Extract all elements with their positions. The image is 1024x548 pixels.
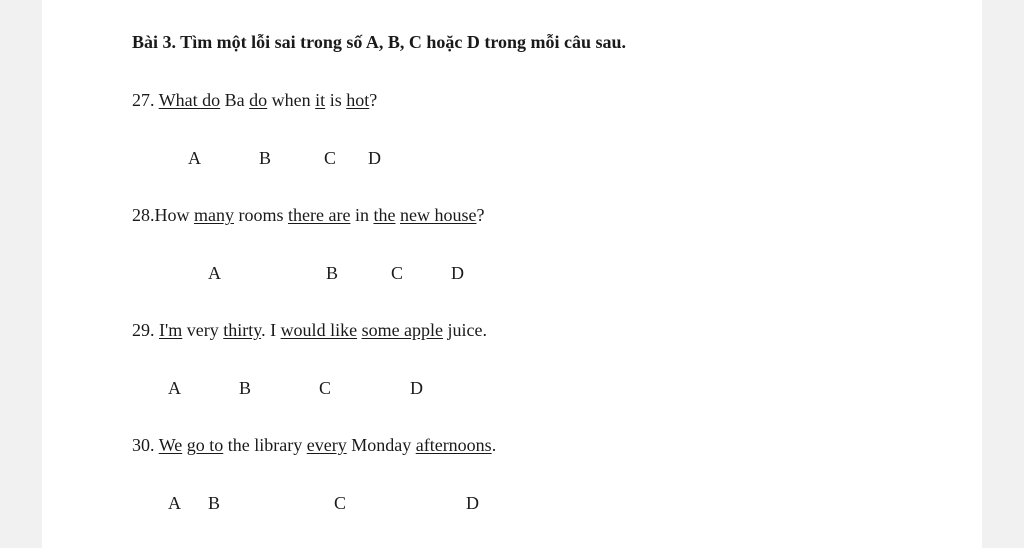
option-letter: B xyxy=(239,378,252,398)
sentence-text: when xyxy=(267,90,316,110)
sentence-text: 28.How xyxy=(132,205,194,225)
sentence-text: rooms xyxy=(234,205,288,225)
sentence-text: very xyxy=(182,320,224,340)
underlined-segment: What do xyxy=(158,90,221,110)
sentence-text: Monday xyxy=(346,435,416,455)
underlined-segment: every xyxy=(306,435,347,455)
question-30 xyxy=(132,435,496,456)
underlined-segment: some apple xyxy=(361,320,444,340)
option-letter: A xyxy=(168,378,181,398)
sentence-text: Ba xyxy=(220,90,250,110)
sentence-text: ? xyxy=(476,205,485,225)
sentence-text: 29. xyxy=(132,320,159,340)
option-letter: A xyxy=(168,493,181,513)
underlined-segment: new house xyxy=(399,205,477,225)
option-letter: D xyxy=(466,493,479,513)
underlined-segment: do xyxy=(249,90,268,110)
option-letter: B xyxy=(259,148,272,168)
question-27 xyxy=(132,90,377,111)
sentence-text: the library xyxy=(223,435,307,455)
underlined-segment: afternoons xyxy=(415,435,492,455)
option-letter: B xyxy=(208,493,221,513)
underlined-segment: many xyxy=(194,205,234,225)
sentence-text: 27. xyxy=(132,90,159,110)
sentence-text: . I xyxy=(261,320,281,340)
exercise-heading: Bài 3. Tìm một lỗi sai trong số A, B, C hoặc D trong mỗi câu sau. xyxy=(132,32,627,52)
option-letter: C xyxy=(391,263,404,283)
underlined-segment: I'm xyxy=(159,320,183,340)
underlined-segment: would like xyxy=(280,320,358,340)
option-letter: D xyxy=(368,148,381,168)
underlined-segment: thirty xyxy=(223,320,262,340)
question-29 xyxy=(132,320,487,341)
sentence-text: is xyxy=(325,90,347,110)
document-page xyxy=(42,0,982,548)
sentence-text: . xyxy=(491,435,497,455)
option-letter: D xyxy=(451,263,464,283)
option-letter: C xyxy=(334,493,347,513)
underlined-segment: hot xyxy=(346,90,370,110)
underlined-segment: it xyxy=(315,90,326,110)
underlined-segment: there are xyxy=(288,205,351,225)
option-letter: B xyxy=(326,263,339,283)
sentence-text: 30. xyxy=(132,435,159,455)
underlined-segment: We xyxy=(158,435,183,455)
sentence-text: in xyxy=(350,205,374,225)
underlined-segment: the xyxy=(373,205,396,225)
option-letter: D xyxy=(410,378,423,398)
option-letter: A xyxy=(188,148,201,168)
sentence-text: ? xyxy=(369,90,378,110)
option-letter: C xyxy=(319,378,332,398)
underlined-segment: go to xyxy=(186,435,224,455)
question-28 xyxy=(132,205,484,226)
sentence-text: juice. xyxy=(443,320,488,340)
option-letter: C xyxy=(324,148,337,168)
option-letter: A xyxy=(208,263,221,283)
